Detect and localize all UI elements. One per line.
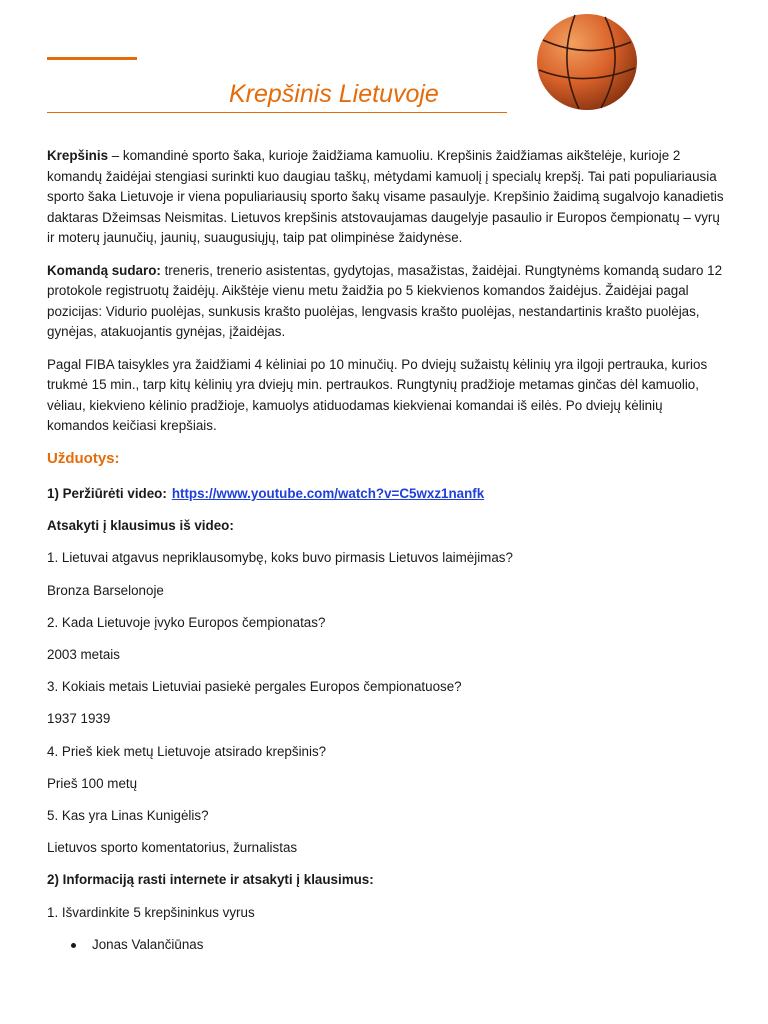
intro-term: Krepšinis (47, 148, 109, 163)
rules-paragraph: Pagal FIBA taisykles yra žaidžiami 4 kėliniai po 10 minučių. Po dviejų sužaistų kėlinių yra ilgoji pertrauka, kurios trukmė 15 min., tarp kitų kėlinių yra dviejų min. pertraukos. Rungtynių pradžioje metamas ginčas dėl kamuolio, vėliau, kiekvieno kėlinio pradžioje, kamuolys atiduodamas kiekvienai komandai iš eilės. Po dviejų kėlinių komandos keičiasi krepšiais. (47, 356, 708, 434)
task-1 (47, 484, 727, 505)
task-1-label: 1) Peržiūrėti video: (47, 486, 167, 502)
header-rule (47, 57, 137, 60)
list-item (47, 935, 727, 956)
question-2: 2. Kada Lietuvoje įvyko Europos čempionatas? (47, 614, 326, 630)
answer-1: Bronza Barselonoje (47, 582, 164, 598)
team-term: Komandą sudaro: (47, 262, 161, 278)
task-2: 2) Informaciją rasti internete ir atsakyti į klausimus: (47, 872, 374, 888)
document-body (47, 146, 727, 955)
answer-5: Lietuvos sporto komentatorius, žurnalistas (47, 840, 298, 856)
answer-2: 2003 metais (47, 647, 120, 663)
answer-3: 1937 1939 (47, 711, 111, 727)
question-3: 3. Kokiais metais Lietuviai pasiekė pergales Europos čempionatuose? (47, 679, 462, 695)
title-underline (47, 82, 507, 113)
team-paragraph (47, 261, 727, 343)
answer-prompt: Atsakyti į klausimus iš video: (47, 518, 234, 534)
task-2-question-1: 1. Išvardinkite 5 krepšininkus vyrus (47, 904, 255, 920)
question-4: 4. Prieš kiek metų Lietuvoje atsirado krepšinis? (47, 743, 327, 759)
question-1: 1. Lietuvai atgavus nepriklausomybę, koks buvo pirmasis Lietuvos laimėjimas? (47, 550, 513, 566)
basketball-icon (535, 12, 639, 112)
tasks-heading: Užduotys: (47, 449, 120, 467)
question-5: 5. Kas yra Linas Kunigėlis? (47, 807, 209, 823)
player-list (47, 935, 727, 956)
team-text: treneris, trenerio asistentas, gydytojas, masažistas, žaidėjai. Rungtynėms komandą sudaro 12 protokole registruotų žaidėjų. Aikštėje vienu metu žaidžia po 5 kiekvienos komandos žaidėjus. Žaidėjai pagal pozicijas: Vidurio puolėjas, sunkusis krašto puolėjas, lengvasis krašto puolėjas, nestandartinis krašto puolėjas, gynėjas, atakuojantis gynėjas, įžaidėjas. (47, 262, 723, 340)
page-title: Krepšinis Lietuvoje (229, 80, 439, 108)
bullet-icon (71, 943, 76, 948)
intro-text: – komandinė sporto šaka, kurioje žaidžiama kamuoliu. Krepšinis žaidžiamas aikštelėje, kurioje 2 komandų žaidėjai stengiasi surinkti kuo daugiau taškų, mėtydami kamuolį į specialų krepšį. Tai pati populiariausia sporto šaka Lietuvoje ir viena populiariausių sporto šakų visame pasaulyje. Krepšinio žaidimą sugalvojo kanadietis daktaras Džeimsas Neismitas. Lietuvos krepšinis atstovaujamas daugelyje pasaulio ir Europos čempionatų – vyrų ir moterų jaunučių, jaunių, suaugusiųjų, taip pat olimpinėse žaidynėse. (47, 148, 724, 246)
intro-paragraph (47, 146, 727, 249)
answer-4: Prieš 100 metų (47, 775, 138, 791)
player-name: Jonas Valančiūnas (92, 936, 204, 952)
video-link[interactable]: https://www.youtube.com/watch?v=C5wxz1nanfk (171, 486, 485, 502)
